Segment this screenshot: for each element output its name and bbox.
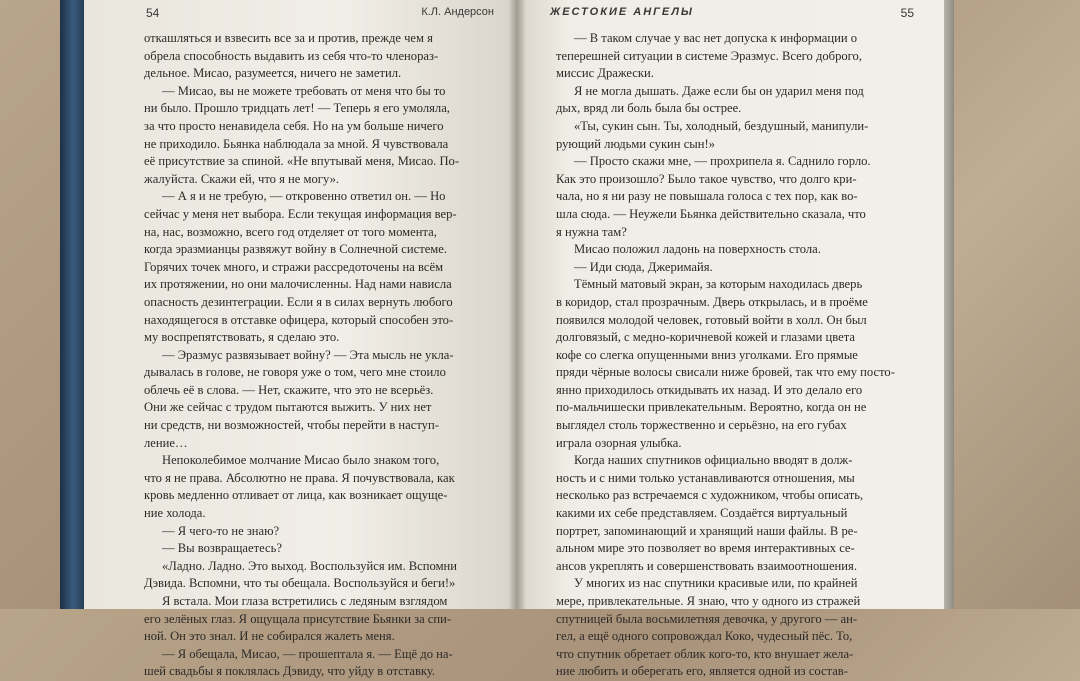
text-line: рующий людьми сукин сын!» xyxy=(556,136,715,151)
text-line: — А я и не требую, — откровенно ответил он. — Но xyxy=(162,189,446,204)
text-line: его зелёных глаз. Я ощущала присутствие Бьянки за спи- xyxy=(144,611,452,626)
text-line: «Ты, сукин сын. Ты, холодный, бездушный, манипули- xyxy=(574,118,869,133)
text-line: ние любить и оберегать его, является одной из состав- xyxy=(556,664,848,679)
text-line: ансов укреплять и совершенствовать взаимоотношения. xyxy=(556,558,857,573)
text-line: — Просто скажи мне, — прохрипела я. Саднило горло. xyxy=(574,154,871,169)
text-line: Как это произошло? Было такое чувство, что долго кри- xyxy=(556,171,857,186)
text-line: — Эразмус развязывает войну? — Эта мысль не укла- xyxy=(162,347,454,362)
text-line: Я не могла дышать. Даже если бы он ударил меня под xyxy=(574,83,864,98)
text-line: сейчас у меня нет выбора. Если текущая информация вер- xyxy=(144,206,457,221)
text-line: находящегося в отставке офицера, который способен это- xyxy=(144,312,454,327)
text-line: дых, вряд ли боль была бы острее. xyxy=(556,101,742,116)
text-line: му воспрепятствовать, я сделаю это. xyxy=(144,330,340,345)
text-line: откашляться и взвесить все за и против, прежде чем я xyxy=(144,31,433,45)
text-line: кровь медленно отливает от лица, как возникает ощуще- xyxy=(144,488,448,503)
text-line: играла озорная улыбка. xyxy=(556,435,682,450)
text-line: «Ладно. Ладно. Это выход. Воспользуйся им. Вспомни xyxy=(162,558,458,573)
text-line: выглядел столь торжественно и серьёзно, на его губах xyxy=(556,418,847,433)
text-line: Непоколебимое молчание Мисао было знаком того, xyxy=(162,453,440,468)
text-line: Дэвида. Вспомни, что ты обещала. Воспользуйся и беги!» xyxy=(144,576,456,591)
text-line: что спутник обретает облик кого-то, кто внушает жела- xyxy=(556,646,854,661)
text-line: — В таком случае у вас нет допуска к информации о xyxy=(574,31,858,45)
text-line: мере, привлекательные. Я знаю, что у одного из стражей xyxy=(556,594,861,608)
book-cover-edge xyxy=(60,0,86,609)
text-line: ность и с ними только устанавливаются отношения, мы xyxy=(556,470,855,485)
text-line: за что просто ненавидела себя. Но на ум больше ничего xyxy=(144,118,444,133)
text-line: Я встала. Мои глаза встретились с ледяным взглядом xyxy=(162,594,448,608)
text-line: Мисао положил ладонь на поверхность стола. xyxy=(574,242,821,257)
body-text xyxy=(556,30,916,681)
running-head-title: ЖЕСТОКИЕ АНГЕЛЫ xyxy=(550,6,694,18)
text-line: спутницей была восьмилетняя девочка, у другого — ан- xyxy=(556,611,858,626)
text-line: какими их себе представляем. Создаётся виртуальный xyxy=(556,506,848,521)
text-line: — Я чего-то не знаю? xyxy=(162,523,280,538)
page-number: 55 xyxy=(900,6,914,20)
text-line: ни средств, ни возможностей, чтобы перейти в наступ- xyxy=(144,418,439,433)
text-line: ние холода. xyxy=(144,506,206,521)
text-line: портрет, запоминающий и хранящий наши файлы. В ре- xyxy=(556,523,858,538)
text-line: Они же сейчас с трудом пытаются выжить. У них нет xyxy=(144,400,432,415)
text-line: — Вы возвращаетесь? xyxy=(162,541,282,556)
text-line: в коридор, стал прозрачным. Дверь открылась, и в проёме xyxy=(556,294,868,309)
book-spine xyxy=(508,0,526,609)
text-line: гел, а ещё одного сопровождал Коко, чудесный пёс. То, xyxy=(556,629,853,644)
text-line: Когда наших спутников официально вводят в долж- xyxy=(574,453,853,468)
text-line: — Мисао, вы не можете требовать от меня что бы то xyxy=(162,83,446,98)
text-line: Тёмный матовый экран, за которым находилась дверь xyxy=(574,277,863,292)
text-line: несколько раз встречаемся с художником, чтобы описать, xyxy=(556,488,864,503)
text-line: теперешней ситуации в системе Эразмус. Всего доброго, xyxy=(556,48,862,63)
text-line: когда эразмианцы развяжут войну в Солнечной системе. xyxy=(144,242,448,257)
text-line: облечь её в слова. — Нет, скажите, что это не всерьёз. xyxy=(144,382,434,397)
right-page xyxy=(516,0,944,679)
text-line: их протяжении, но они малочисленны. Над нами нависла xyxy=(144,277,452,292)
page-number: 54 xyxy=(146,6,160,20)
text-line: по-мальчишески привлекательным. Вероятно, когда он не xyxy=(556,400,867,415)
text-line: альном мире это позволяет во время интерактивных се- xyxy=(556,541,855,556)
text-line: шей свадьбы я поклялась Дэвиду, что уйду в отставку. xyxy=(144,664,436,679)
text-line: У многих из нас спутники красивые или, по крайней xyxy=(574,576,858,591)
text-line: появился молодой человек, готовый войти в холл. Он был xyxy=(556,312,867,327)
left-page xyxy=(84,0,516,679)
running-head-author: К.Л. Андерсон xyxy=(421,6,494,18)
text-line: ни было. Прошло тридцать лет! — Теперь я его умоляла, xyxy=(144,101,450,116)
text-line: ной. Он это знал. И не собирался жалеть меня. xyxy=(144,629,395,644)
text-line: янно приходилось откидывать их назад. И это делало его xyxy=(556,382,863,397)
body-text xyxy=(144,30,496,681)
text-line: опасность дезинтеграции. Если я в силах вернуть любого xyxy=(144,294,453,309)
text-line: кофе со слегка опущенными вниз уголками. Его прямые xyxy=(556,347,858,362)
text-line: пряди чёрные волосы свисали ниже бровей, так что ему посто- xyxy=(556,365,895,380)
text-line: ление… xyxy=(144,435,188,450)
text-line: не приходило. Бьянка наблюдала за мной. Я чувствовала xyxy=(144,136,449,151)
text-line: долговязый, с медно-коричневой кожей и глазами цвета xyxy=(556,330,855,345)
text-line: на, нас, возможно, всего год отделяет от того момента, xyxy=(144,224,437,239)
text-line: дельное. Мисао, разумеется, ничего не заметил. xyxy=(144,66,402,81)
text-line: дывалась в голове, не говоря уже о том, чего мне стоило xyxy=(144,365,446,380)
text-line: её присутствие за спиной. «Не впутывай меня, Мисао. По- xyxy=(144,154,460,169)
text-line: миссис Дражески. xyxy=(556,66,654,81)
text-line: чала, но я ни разу не повышала голоса с тех пор, как во- xyxy=(556,189,858,204)
text-line: что я не права. Абсолютно не права. Я почувствовала, как xyxy=(144,470,455,485)
text-line: жалуйста. Скажи ей, что я не могу». xyxy=(144,171,340,186)
text-line: — Я обещала, Мисао, — прошептала я. — Ещё до на- xyxy=(162,646,453,661)
text-line: — Иди сюда, Джеримайя. xyxy=(574,259,713,274)
text-line: шла сюда. — Неужели Бьянка действительно сказала, что xyxy=(556,206,866,221)
text-line: обрела способность выдавить из себя что-то членораз- xyxy=(144,48,439,63)
text-line: я нужна там? xyxy=(556,224,627,239)
text-line: Горячих точек много, и стражи рассредоточены на всём xyxy=(144,259,444,274)
